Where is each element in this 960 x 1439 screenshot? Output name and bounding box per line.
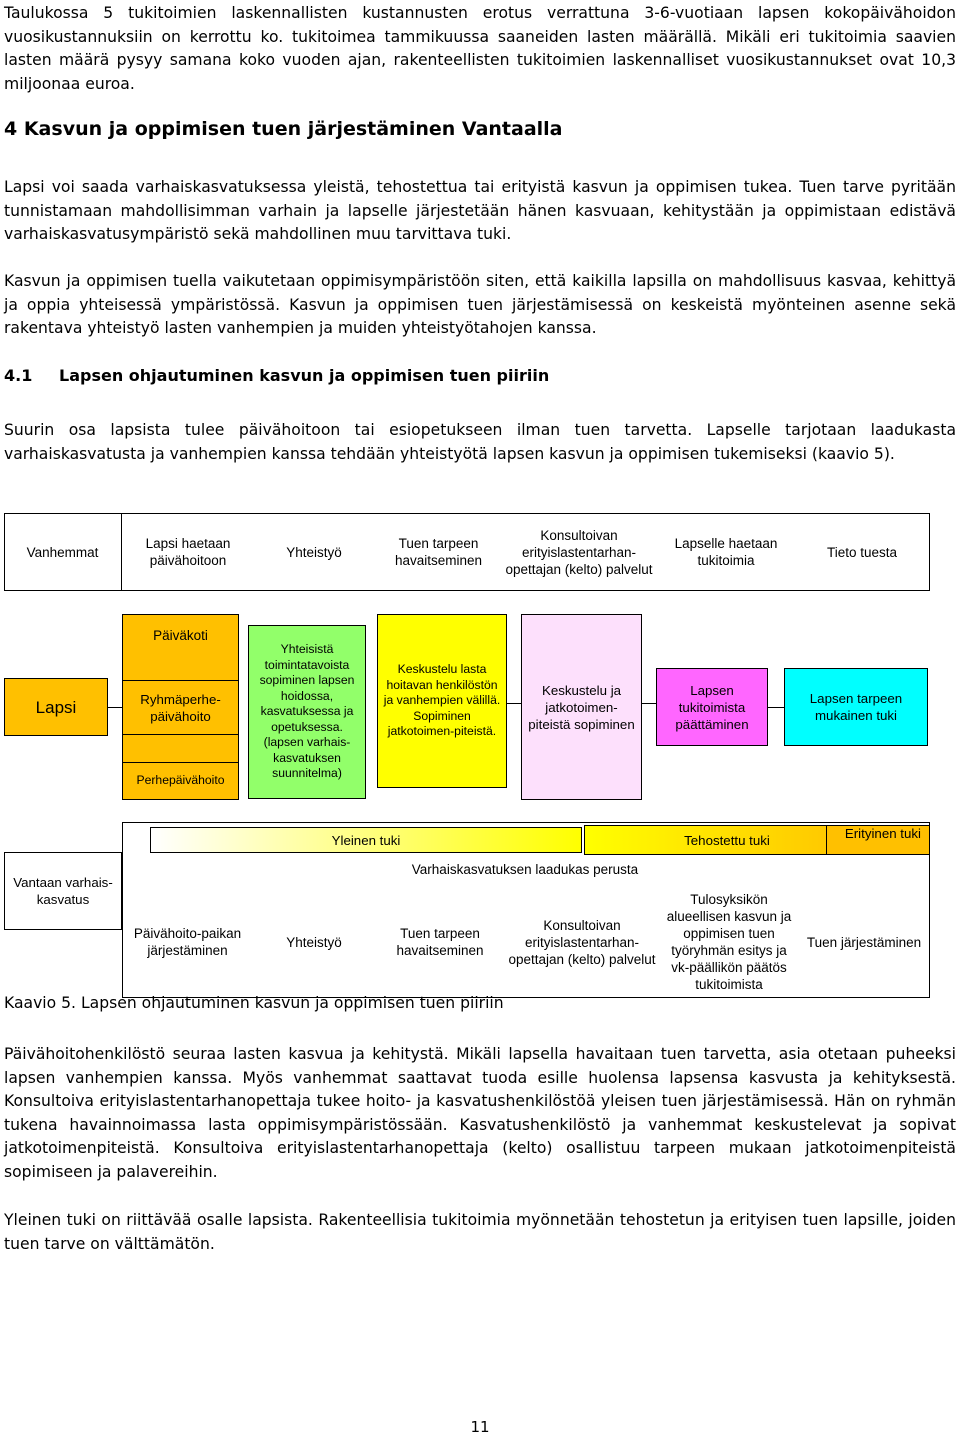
support-flow-diagram xyxy=(0,500,960,1000)
page-number: 11 xyxy=(470,1418,490,1436)
diagram-caption: Kaavio 5. Lapsen ohjautuminen kasvun ja oppimisen tuen piiriin xyxy=(4,994,504,1012)
section-heading: 4 Kasvun ja oppimisen tuen järjestäminen Vantaalla xyxy=(4,118,563,140)
mukainen-tuki-box: Lapsen tarpeen mukainen tuki xyxy=(784,668,928,746)
row3-kelto: Konsultoivan erityislastentarhan-opettajan (kelto) palvelut xyxy=(508,917,656,967)
ryhmaperhe-box: Ryhmäperhe-päivähoito xyxy=(122,680,239,735)
subsection-number: 4.1 xyxy=(4,366,33,385)
tehostettu-tuki-label: Tehostettu tuki xyxy=(684,832,770,848)
row1-vanhemmat: Vanhemmat xyxy=(26,544,99,560)
subsection-heading xyxy=(4,366,549,385)
erityinen-tuki-bar: Erityinen tuki xyxy=(826,825,930,855)
laadukas-perusta-label: Varhaiskasvatuksen laadukas perusta xyxy=(411,861,639,877)
row1-tukitoimia: Lapselle haetaan tukitoimia xyxy=(674,536,778,568)
row1-yhteistyo: Yhteistyö xyxy=(286,544,342,560)
intro-paragraph: Taulukossa 5 tukitoimien laskennallisten kustannusten erotus verrattuna 3-6-vuotiaan lapsen kokopäivähoidon vuosikustannuksiin on kerrottu ko. tukitoimea tammikuussa saaneiden lasten määrällä. Mikäli eri tukitoimia saavien lasten määrä pysyy samana koko vuoden ajan, rakenteellisten tukitoimien laskennalliset vuosikustannukset ovat 10,3 miljoonaa euroa. xyxy=(4,4,956,93)
row3-paikka: Päivähoito-paikan järjestäminen xyxy=(133,926,242,958)
row1-tieto: Tieto tuesta xyxy=(826,544,898,560)
paattaminen-box: Lapsen tukitoimista päättäminen xyxy=(656,668,768,746)
perhepaivahoito-box: Perhepäivähoito xyxy=(122,762,239,798)
paragraph-3: Suurin osa lapsista tulee päivähoitoon tai esiopetukseen ilman tuen tarvetta. Lapselle tarjotaan laadukasta varhaiskasvatusta ja vanhempien kanssa tehdään yhteistyötä lapsen kasvun ja oppimisen tukemiseksi (kaavio 5). xyxy=(4,421,956,463)
row1-kelto: Konsultoivan erityislastentarhan-opettajan (kelto) palvelut xyxy=(505,527,653,577)
yleinen-tuki-label: Yleinen tuki xyxy=(331,832,401,848)
paragraph-5: Yleinen tuki on riittävää osalle lapsista. Rakenteellisia tukitoimia myönnetään tehostetun ja erityisen tuen lapsille, joiden tuen tarve on välttämätön. xyxy=(4,1211,956,1253)
yhteiset-toimintatavat-box: Yhteisistä toimintatavoista sopiminen lapsen hoidossa, kasvatuksessa ja opetuksessa. (lapsen varhais-kasvatuksen suunnitelma) xyxy=(248,625,366,799)
row3-yhteistyo: Yhteistyö xyxy=(286,934,342,950)
lapsi-box: Lapsi xyxy=(4,678,108,736)
row3-tyoryhma: Tulosyksikön alueellisen kasvun ja oppimisen tuen työryhmän esitys ja vk-päällikön päätös tukitoimista xyxy=(666,892,792,992)
row1-haetaan: Lapsi haetaan päivähoitoon xyxy=(145,536,231,568)
paragraph-4: Päivähoitohenkilöstö seuraa lasten kasvua ja kehitystä. Mikäli lapsella havaitaan tuen tarvetta, asia otetaan puheeksi lapsen vanhempien kanssa. Myös vanhemmat saattavat tuoda esille huolensa lapsensa kasvusta ja kehityksestä. Konsultoiva erityislastentarhanopettaja tukee hoito- ja kasvatushenkilöstöä yleisen tuen järjestämisessä. Hän on ryhmän tukena havainnoimassa lasta oppimisympäristössään. Kasvatushenkilöstö ja vanhemmat keskustelevat ja sopivat jatkotoimenpiteistä. Konsultoiva erityislastentarhanopettaja (kelto) osallistuu tarpeen mukaan jatkotoimenpiteistä sopimiseen ja palavereihin. xyxy=(4,1045,956,1181)
paragraph-1: Lapsi voi saada varhaiskasvatuksessa yleistä, tehostettua tai erityistä kasvun ja oppimisen tukea. Tuen tarve pyritään tunnistamaan mahdollisimman varhain ja lapselle järjestetään hänen kasvuaan, kehitystään ja oppimistaan edistävä varhaiskasvatusympäristö sekä mahdollinen muu tarvittava tuki. xyxy=(4,178,956,243)
yleinen-tuki-bar xyxy=(150,827,582,853)
row1-havaitseminen: Tuen tarpeen havaitseminen xyxy=(394,536,483,568)
row3-havaitseminen: Tuen tarpeen havaitseminen xyxy=(396,926,484,958)
paivakoti-label: Päiväkoti xyxy=(153,627,208,643)
subsection-title: Lapsen ohjautuminen kasvun ja oppimisen tuen piiriin xyxy=(59,366,550,385)
keskustelu-box-2: Keskustelu ja jatkotoimen-piteistä sopiminen xyxy=(521,614,642,800)
keskustelu-box-1: Keskustelu lasta hoitavan henkilöstön ja vanhempien välillä. Sopiminen jatkotoimen-piteistä. xyxy=(377,614,507,788)
vantaan-varhaiskasvatus-box: Vantaan varhais-kasvatus xyxy=(4,852,122,930)
paragraph-2: Kasvun ja oppimisen tuella vaikutetaan oppimisympäristöön siten, että kaikilla lapsilla on mahdollisuus kasvaa, kehittyä ja oppia yhteisessä ympäristössä. Kasvun ja oppimisen tuen järjestämisessä on keskeistä myönteinen asenne sekä rakentava yhteistyö lasten vanhempien ja muiden yhteistyötahojen kanssa. xyxy=(4,272,956,337)
row3-tuen-jarjestaminen: Tuen järjestäminen xyxy=(806,934,922,950)
